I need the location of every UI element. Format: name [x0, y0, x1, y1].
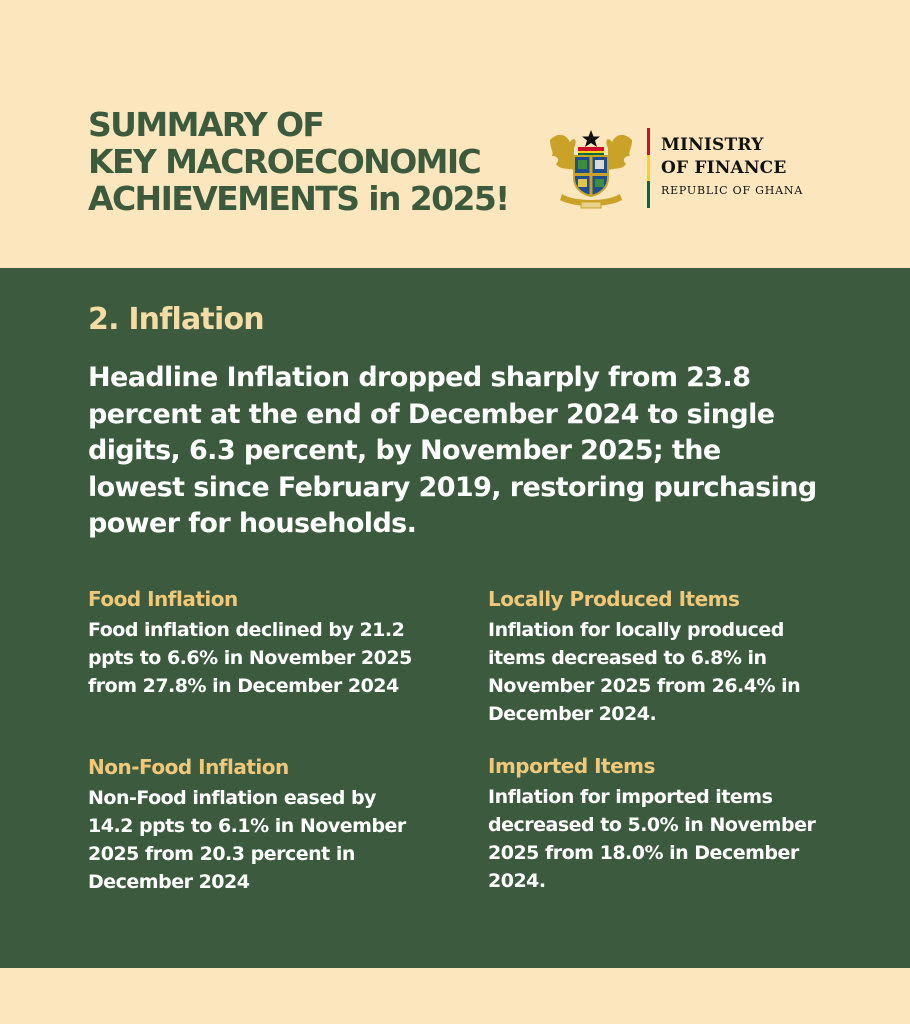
locally-produced-block: [488, 586, 868, 728]
block-title: Non-Food Inflation: [88, 755, 289, 779]
block-line: Non-Food inflation eased by: [88, 787, 376, 809]
headline-line: percent at the end of December 2024 to single: [88, 398, 775, 430]
ministry-name: [661, 134, 803, 200]
divider-gold: [647, 155, 650, 181]
block-line: ppts to 6.6% in November 2025: [88, 647, 412, 669]
block-title: Locally Produced Items: [488, 587, 740, 611]
block-body: [488, 616, 868, 728]
block-line: Inflation for imported items: [488, 786, 773, 808]
ghana-coat-of-arms-icon: [544, 126, 638, 210]
title-line: ACHIEVEMENTS in 2025!: [88, 179, 509, 218]
block-title: Imported Items: [488, 754, 655, 778]
headline-line: Headline Inflation dropped sharply from 23.8: [88, 362, 751, 393]
block-line: 2025 from 20.3 percent in: [88, 843, 355, 865]
title-line: SUMMARY OF: [88, 105, 324, 144]
block-body: [488, 783, 868, 895]
block-title: Food Inflation: [88, 587, 238, 611]
block-line: 14.2 ppts to 6.1% in November: [88, 815, 406, 837]
headline-statement: [88, 360, 858, 543]
headline-line: lowest since February 2019, restoring purchasing: [88, 471, 817, 503]
block-line: December 2024: [88, 871, 250, 893]
block-line: Inflation for locally produced: [488, 619, 784, 641]
title-line: KEY MACROECONOMIC: [88, 142, 481, 181]
block-line: from 27.8% in December 2024: [88, 675, 399, 697]
block-line: December 2024.: [488, 703, 657, 725]
block-line: 2024.: [488, 870, 546, 892]
section-heading: 2. Inflation: [88, 302, 264, 337]
imported-items-block: [488, 753, 868, 895]
ministry-line: MINISTRY: [661, 135, 764, 155]
food-inflation-block: [88, 586, 468, 700]
block-line: November 2025 from 26.4% in: [488, 675, 801, 697]
ministry-line: OF FINANCE: [661, 158, 787, 178]
divider-red: [647, 128, 650, 155]
block-line: 2025 from 18.0% in December: [488, 842, 799, 864]
block-body: [88, 616, 468, 700]
non-food-inflation-block: [88, 754, 468, 896]
block-line: Food inflation declined by 21.2: [88, 619, 405, 641]
block-line: decreased to 5.0% in November: [488, 814, 816, 836]
ministry-logo: [544, 126, 844, 216]
headline-line: power for households.: [88, 508, 417, 539]
headline-line: digits, 6.3 percent, by November 2025; the: [88, 435, 721, 466]
page-title: [88, 106, 528, 217]
block-line: items decreased to 6.8% in: [488, 647, 767, 669]
divider-green: [647, 181, 650, 208]
flag-divider: [647, 128, 650, 208]
republic-label: REPUBLIC OF GHANA: [661, 184, 804, 197]
block-body: [88, 784, 468, 896]
